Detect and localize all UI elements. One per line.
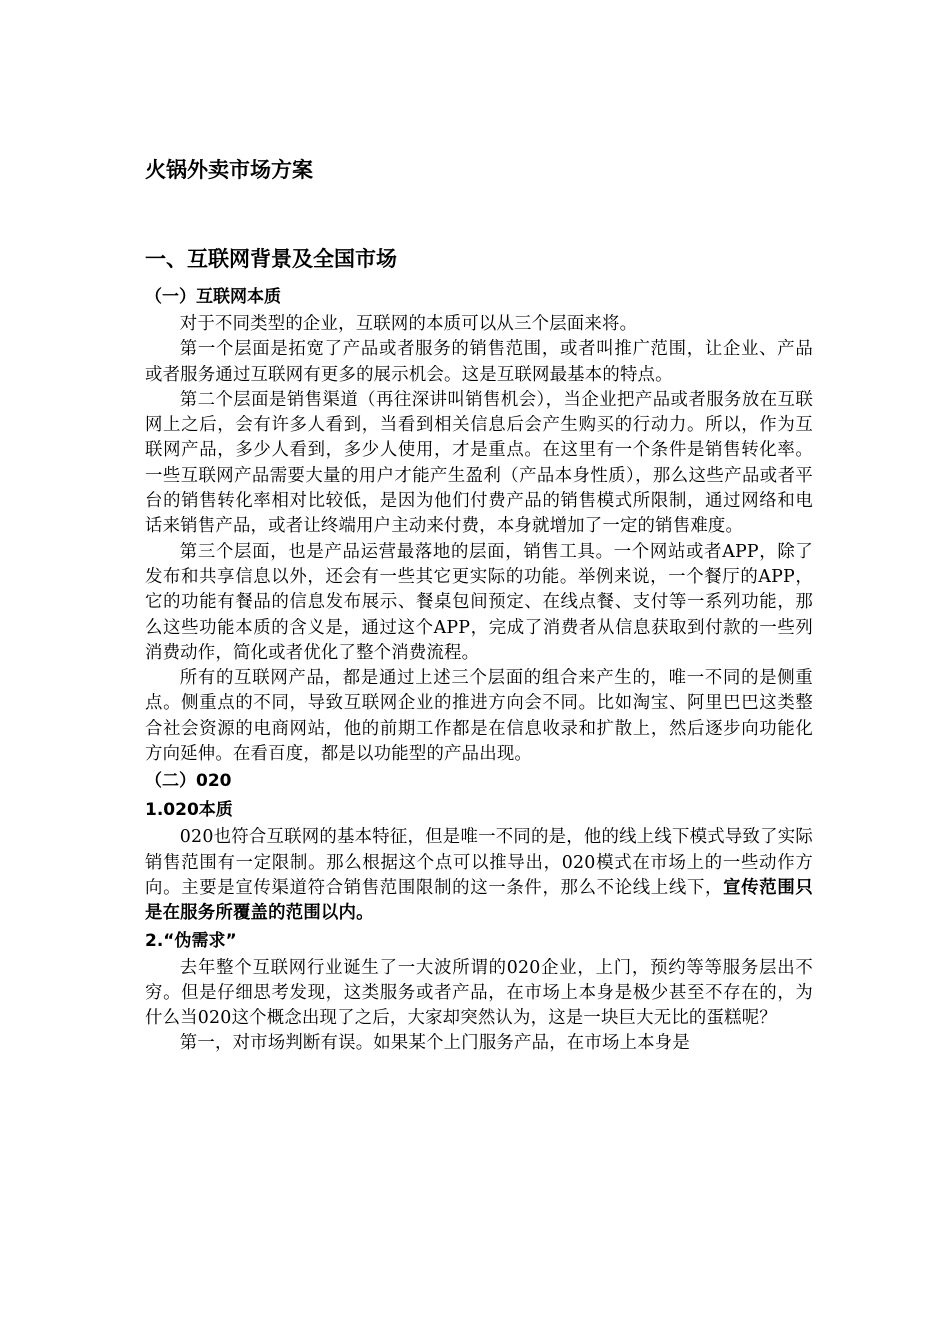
paragraph: 去年整个互联网行业诞生了一大波所谓的020企业，上门，预约等等服务层出不穷。但是仔细思考发现，这类服务或者产品，在市场上本身是极少甚至不存在的，为什么当020这个概念出现了之后，大家却突然认为，这是一块巨大无比的蛋糕呢？: [145, 957, 813, 1029]
paragraph: 第二个层面是销售渠道（再往深讲叫销售机会），当企业把产品或者服务放在互联网上之后，会有许多人看到，当看到相关信息后会产生购买的行动力。所以，作为互联网产品，多少人看到，多少人使用，才是重点。在这里有一个条件是销售转化率。一些互联网产品需要大量的用户才能产生盈利（产品本身性质），那么这些产品或者平台的销售转化率相对比较低，是因为他们付费产品的销售模式所限制，通过网络和电话来销售产品，或者让终端用户主动来付费，本身就增加了一定的销售难度。: [145, 389, 813, 537]
paragraph: 所有的互联网产品，都是通过上述三个层面的组合来产生的，唯一不同的是侧重点。侧重点的不同，导致互联网企业的推进方向会不同。比如淘宝、阿里巴巴这类整合社会资源的电商网站，他的前期工作都是在信息收录和扩散上，然后逐步向功能化方向延伸。在看百度，都是以功能型的产品出现。: [145, 668, 813, 765]
item-heading-020-essence: 1.020本质: [145, 800, 233, 821]
paragraph: 对于不同类型的企业，互联网的本质可以从三个层面来将。: [179, 314, 638, 334]
item-heading-pseudo-demand: 2.“伪需求”: [145, 930, 237, 951]
paragraph-text: 020也符合互联网的基本特征，但是唯一不同的是，他的线上线下模式导致了实际销售范围有一定限制。那么根据这个点可以推导出，020模式在市场上的一些动作方向。主要是宣传渠道符合销售范围限制的这一条件，那么不论线上线下，: [145, 827, 813, 898]
section-heading: 一、互联网背景及全国市场: [145, 247, 397, 271]
subsection-heading-020: （二）020: [145, 771, 232, 792]
section-body: [145, 283, 813, 1057]
subsection-heading-internet-essence: （一）互联网本质: [145, 287, 281, 307]
paragraph-020-essence: [145, 825, 813, 926]
paragraph: 第一个层面是拓宽了产品或者服务的销售范围，或者叫推广范围，让企业、产品或者服务通过互联网有更多的展示机会。这是互联网最基本的特点。: [145, 339, 813, 385]
emphasis-text: 宣传范围只是在服务所覆盖的范围以内。: [145, 877, 813, 924]
document-title: 火锅外卖市场方案: [145, 158, 313, 182]
paragraph: 第三个层面，也是产品运营最落地的层面，销售工具。一个网站或者APP，除了发布和共享信息以外，还会有一些其它更实际的功能。举例来说，一个餐厅的APP，它的功能有餐品的信息发布展示、餐桌包间预定、在线点餐、支付等一系列功能，那么这些功能本质的含义是，通过这个APP，完成了消费者从信息获取到付款的一些列消费动作，简化或者优化了整个消费流程。: [145, 541, 813, 663]
paragraph: 第一，对市场判断有误。如果某个上门服务产品，在市场上本身是: [179, 1033, 690, 1054]
